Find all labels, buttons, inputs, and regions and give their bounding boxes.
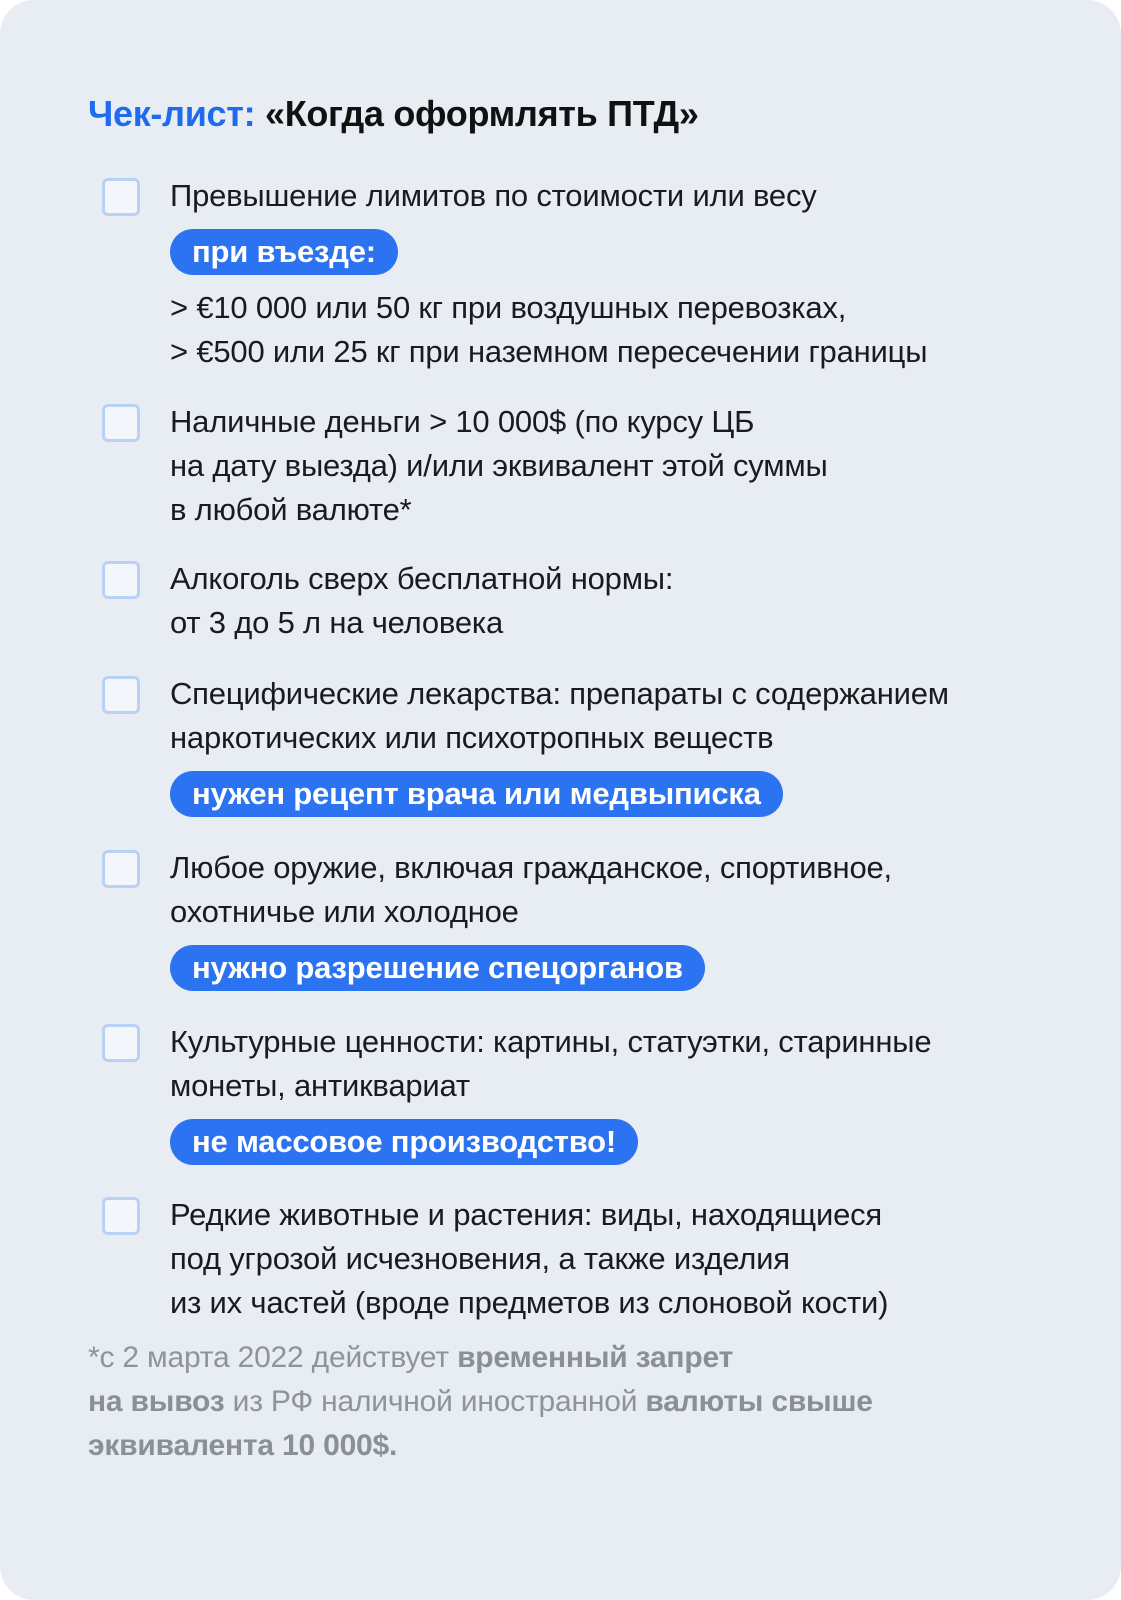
footnote-line	[88, 1424, 873, 1468]
item-line: от 3 до 5 л на человека	[170, 605, 503, 640]
footnote-line	[88, 1336, 873, 1380]
item-text	[170, 1193, 1070, 1325]
item-line: под угрозой исчезновения, а также изделия	[170, 1241, 790, 1276]
footnote-line	[88, 1380, 873, 1424]
highlight-badge: не массовое производство!	[170, 1119, 638, 1165]
item-text	[170, 557, 1070, 645]
checkbox[interactable]	[102, 178, 140, 216]
item-text	[170, 1020, 1070, 1176]
item-line: в любой валюте*	[170, 492, 412, 527]
footnote-emphasis: временный запрет	[457, 1341, 734, 1374]
checkbox[interactable]	[102, 676, 140, 714]
highlight-badge: нужен рецепт врача или медвыписка	[170, 771, 783, 817]
highlight-badge: нужно разрешение спецорганов	[170, 945, 705, 991]
item-line: Превышение лимитов по стоимости или весу	[170, 178, 817, 213]
item-line: Алкоголь сверх бесплатной нормы:	[170, 561, 674, 596]
footnote	[88, 1336, 873, 1468]
footnote-text: *с 2 марта 2022 действует	[88, 1341, 458, 1374]
item-line: на дату выезда) и/или эквивалент этой суммы	[170, 448, 828, 483]
item-line: Любое оружие, включая гражданское, спортивное,	[170, 850, 892, 885]
checkbox[interactable]	[102, 850, 140, 888]
page-title	[88, 90, 699, 138]
item-line: Специфические лекарства: препараты с содержанием	[170, 676, 949, 711]
footnote-emphasis: эквивалента 10 000$.	[88, 1429, 398, 1462]
item-line: наркотических или психотропных веществ	[170, 720, 774, 755]
checkbox[interactable]	[102, 404, 140, 442]
item-line: Редкие животные и растения: виды, находящиеся	[170, 1197, 883, 1232]
checkbox[interactable]	[102, 1024, 140, 1062]
item-line: > €500 или 25 кг при наземном пересечении границы	[170, 334, 928, 369]
item-line: охотничье или холодное	[170, 894, 519, 929]
highlight-badge: при въезде:	[170, 229, 398, 275]
footnote-text: из РФ наличной иностранной	[224, 1385, 646, 1418]
checkbox[interactable]	[102, 561, 140, 599]
item-line: монеты, антиквариат	[170, 1068, 470, 1103]
item-text	[170, 672, 1070, 828]
item-text	[170, 846, 1070, 1002]
footnote-emphasis: на вывоз	[88, 1385, 225, 1418]
item-text	[170, 174, 1070, 374]
title-main: «Когда оформлять ПТД»	[264, 93, 699, 134]
title-prefix: Чек-лист:	[88, 93, 256, 134]
checkbox[interactable]	[102, 1197, 140, 1235]
item-line: из их частей (вроде предметов из слоновой кости)	[170, 1285, 889, 1320]
item-line: > €10 000 или 50 кг при воздушных перевозках,	[170, 290, 847, 325]
item-text	[170, 400, 1070, 532]
item-line: Культурные ценности: картины, статуэтки, старинные	[170, 1024, 932, 1059]
footnote-emphasis: валюты свыше	[645, 1385, 873, 1418]
item-line: Наличные деньги > 10 000$ (по курсу ЦБ	[170, 404, 755, 439]
